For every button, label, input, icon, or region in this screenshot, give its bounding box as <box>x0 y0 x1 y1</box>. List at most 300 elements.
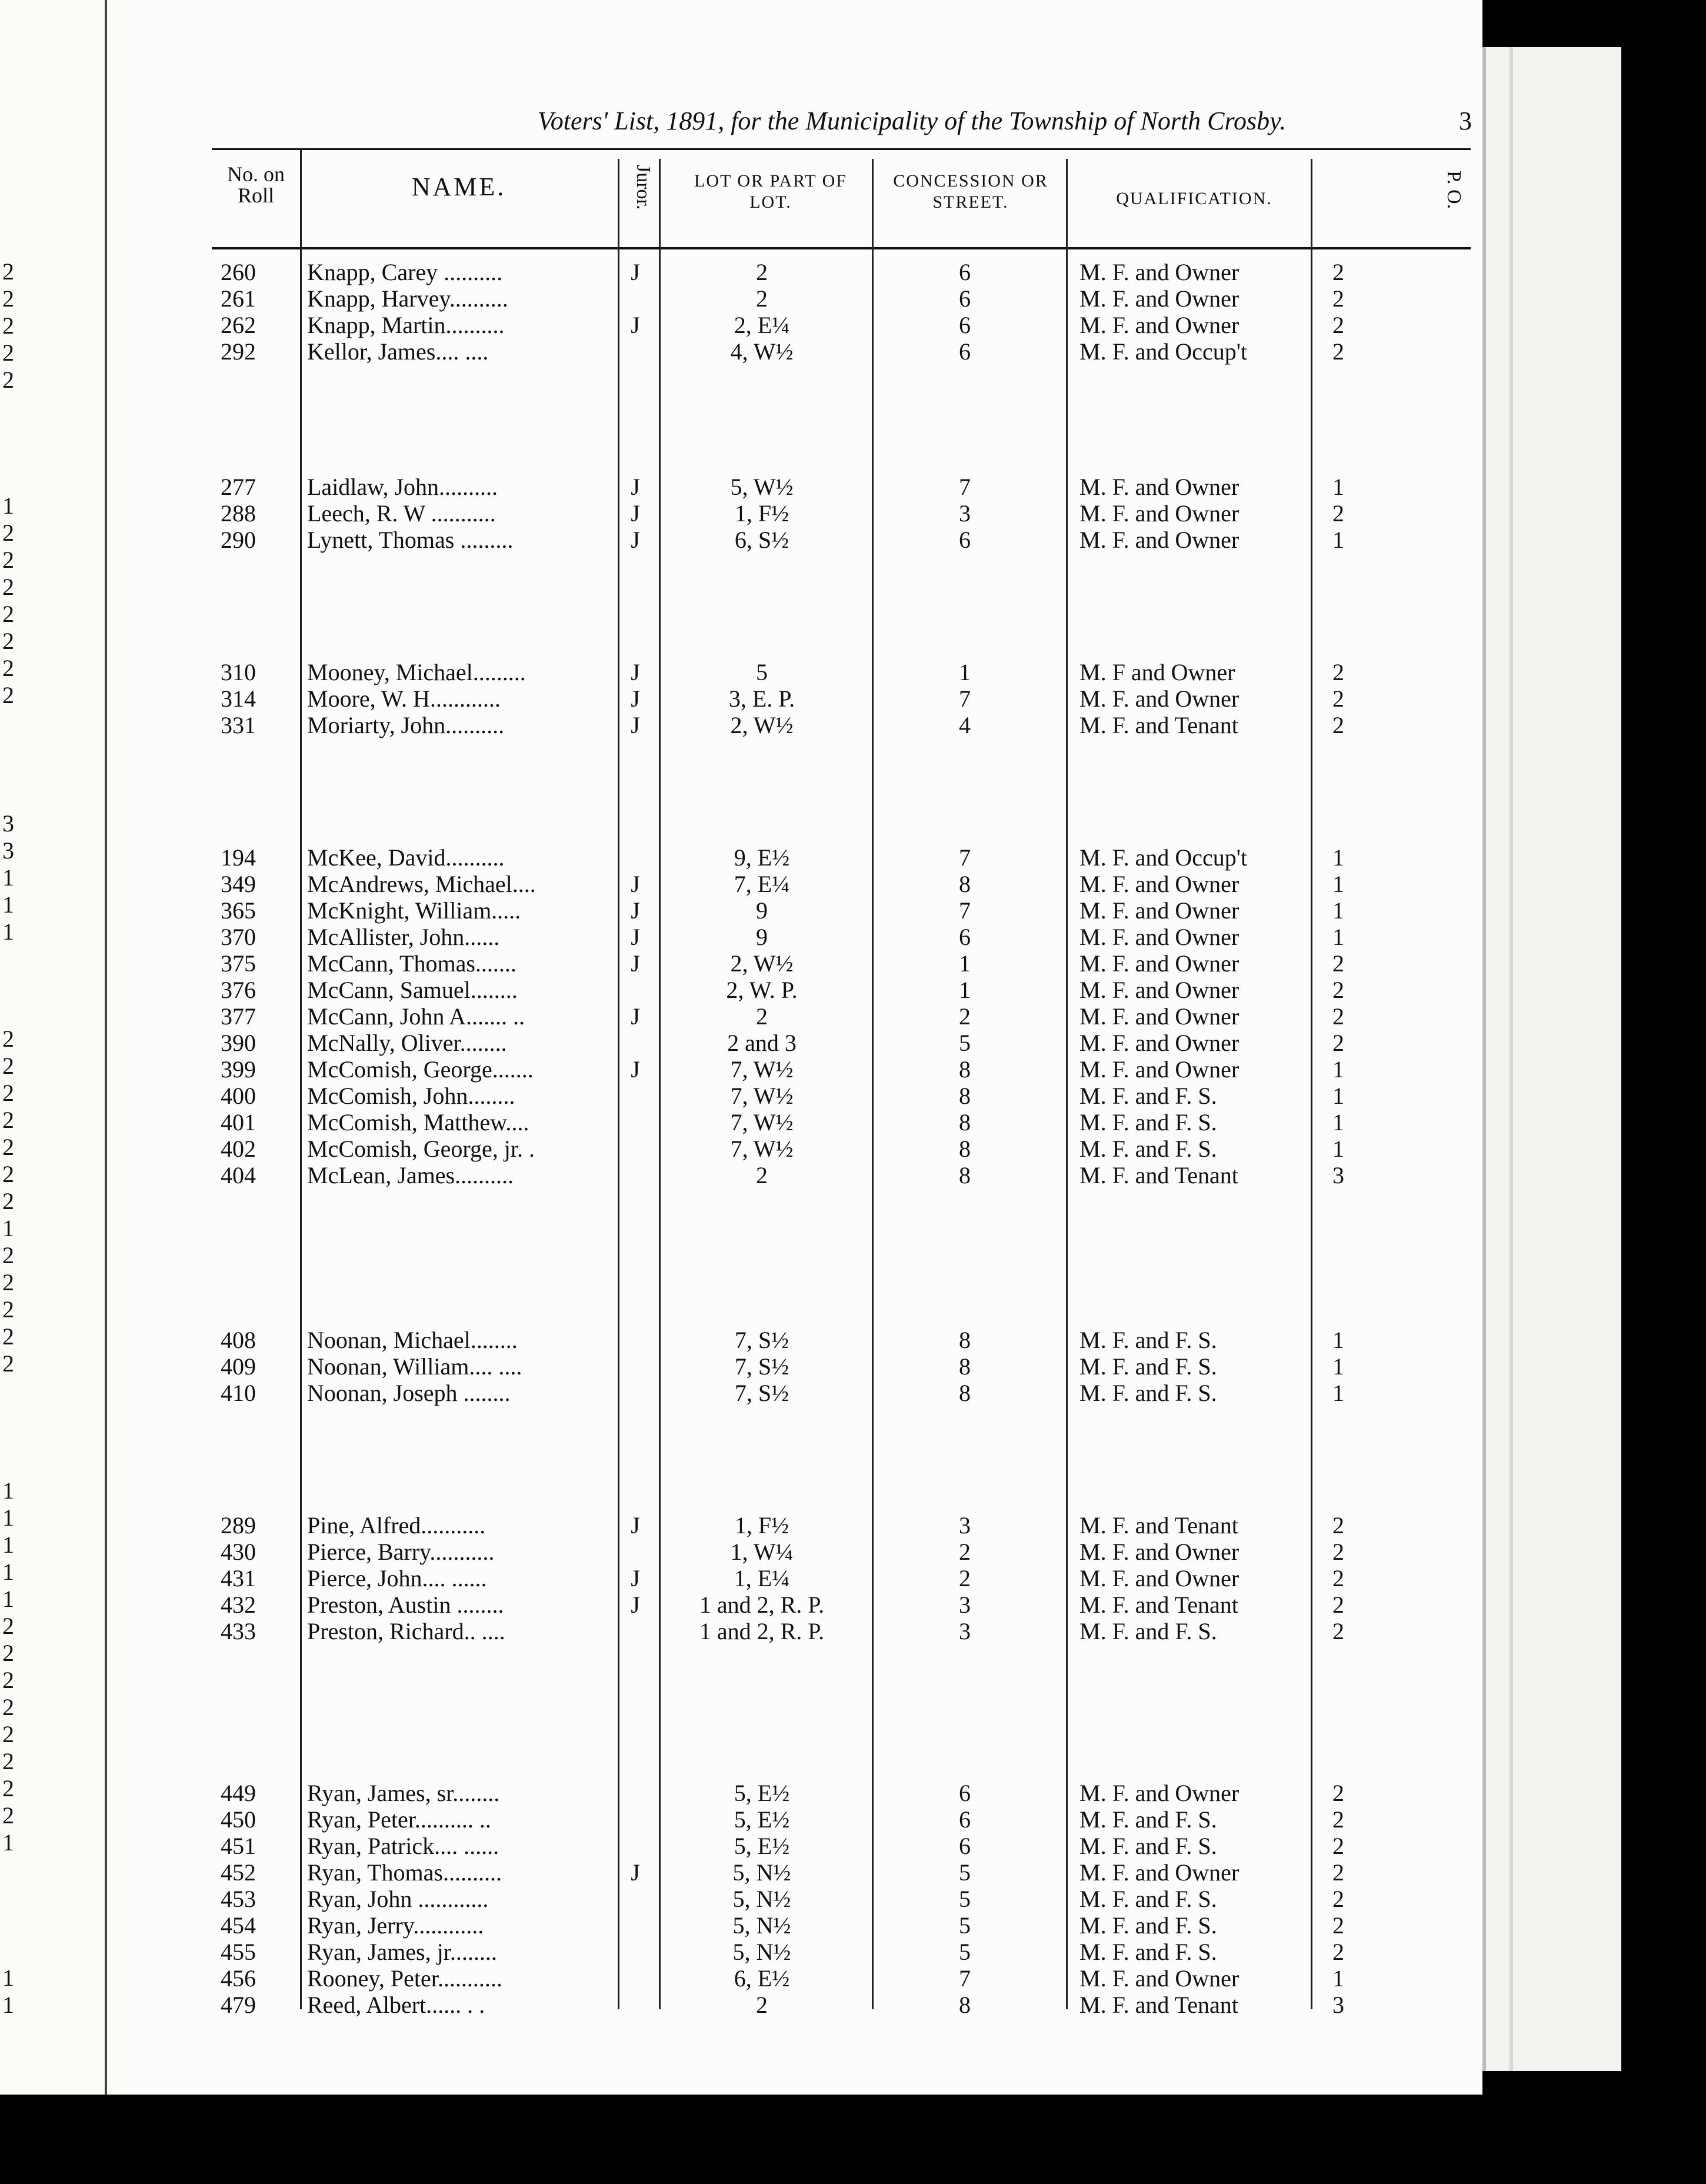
table-row <box>118 1565 1482 1592</box>
post-office: 1 <box>1332 897 1344 924</box>
qualification: M. F. and Owner <box>1079 1965 1239 1992</box>
voter-name: Ryan, John ............ <box>307 1886 489 1912</box>
roll-number: 370 <box>221 924 256 950</box>
qualification: M. F. and Owner <box>1079 871 1239 897</box>
concession: 8 <box>959 871 971 897</box>
concession: 5 <box>959 1859 971 1886</box>
voter-name: McCann, Thomas....... <box>307 950 517 977</box>
voter-name: McNally, Oliver........ <box>307 1030 507 1056</box>
lot-part: 2, W½ <box>730 712 794 738</box>
left-page-po-number: 2 <box>2 520 14 546</box>
left-page-po-number: 2 <box>2 285 14 312</box>
voter-name: Pierce, John.... ...... <box>307 1565 487 1592</box>
juror-mark: J <box>631 897 640 924</box>
table-row <box>118 1912 1482 1939</box>
voter-name: Preston, Richard.. .... <box>307 1618 505 1644</box>
left-page-po-number: 2 <box>2 1026 14 1052</box>
voter-name: Leech, R. W ........... <box>307 500 496 527</box>
post-office: 1 <box>1332 1109 1344 1136</box>
concession: 7 <box>959 1965 971 1992</box>
post-office: 2 <box>1332 1886 1344 1912</box>
qualification: M. F. and F. S. <box>1079 1380 1217 1406</box>
voter-name: McComish, George....... <box>307 1056 534 1083</box>
concession: 8 <box>959 1109 971 1136</box>
post-office: 2 <box>1332 1833 1344 1859</box>
left-page-po-number: 2 <box>2 1296 14 1323</box>
left-page-po-number: 2 <box>2 682 14 708</box>
concession: 6 <box>959 312 971 338</box>
left-page-po-number: 3 <box>2 837 14 864</box>
roll-number: 455 <box>221 1939 256 1965</box>
table-row <box>118 1030 1482 1056</box>
roll-number: 292 <box>221 338 256 365</box>
table-row <box>118 1162 1482 1188</box>
table-row <box>118 950 1482 977</box>
concession: 6 <box>959 338 971 365</box>
table-row <box>118 1136 1482 1162</box>
qualification: M. F. and Owner <box>1079 527 1239 553</box>
voter-name: McComish, John........ <box>307 1083 515 1109</box>
roll-number: 375 <box>221 950 256 977</box>
lot-part: 5, N½ <box>732 1859 791 1886</box>
concession: 3 <box>959 500 971 527</box>
roll-number: 261 <box>221 285 256 312</box>
roll-number: 408 <box>221 1327 256 1353</box>
concession: 4 <box>959 712 971 738</box>
left-page-po-number: 2 <box>2 1323 14 1350</box>
roll-number: 277 <box>221 474 256 500</box>
table-row <box>118 1859 1482 1886</box>
qualification: M. F. and Owner <box>1079 897 1239 924</box>
lot-part: 2 <box>756 1992 768 2018</box>
lot-part: 2, W. P. <box>726 977 798 1003</box>
table-row <box>118 1380 1482 1406</box>
lot-part: 5, N½ <box>732 1912 791 1939</box>
post-office: 2 <box>1332 1618 1344 1644</box>
qualification: M. F and Owner <box>1079 659 1235 685</box>
table-row <box>118 1618 1482 1644</box>
roll-number: 479 <box>221 1992 256 2018</box>
post-office: 1 <box>1332 844 1344 871</box>
page-header: Voters' List, 1891, for the Municipality of the Township of North Crosby. <box>537 106 1287 135</box>
voter-name: Mooney, Michael......... <box>307 659 526 685</box>
concession: 8 <box>959 1083 971 1109</box>
left-page-po-number: 2 <box>2 1107 14 1133</box>
roll-number: 289 <box>221 1512 256 1539</box>
voter-name: McComish, George, jr. . <box>307 1136 535 1162</box>
roll-number: 377 <box>221 1003 256 1030</box>
table-row <box>118 1806 1482 1833</box>
voter-name: Ryan, Jerry............ <box>307 1912 484 1939</box>
post-office: 1 <box>1332 1083 1344 1109</box>
roll-number: 452 <box>221 1859 256 1886</box>
table-row <box>118 527 1482 553</box>
lot-part: 1, F½ <box>734 500 789 527</box>
post-office: 2 <box>1332 1003 1344 1030</box>
qualification: M. F. and Tenant <box>1079 1512 1238 1539</box>
juror-mark: J <box>631 500 640 527</box>
juror-mark: J <box>631 924 640 950</box>
table-row <box>118 500 1482 527</box>
post-office: 2 <box>1332 1939 1344 1965</box>
juror-mark: J <box>631 527 640 553</box>
qualification: M. F. and Tenant <box>1079 1162 1238 1188</box>
post-office: 2 <box>1332 312 1344 338</box>
post-office: 2 <box>1332 712 1344 738</box>
roll-number: 430 <box>221 1539 256 1565</box>
left-page-po-number: 2 <box>2 258 14 285</box>
concession: 3 <box>959 1512 971 1539</box>
roll-number: 410 <box>221 1380 256 1406</box>
table-row <box>118 977 1482 1003</box>
voter-name: Knapp, Harvey.......... <box>307 285 508 312</box>
qualification: M. F. and F. S. <box>1079 1939 1217 1965</box>
post-office: 1 <box>1332 1965 1344 1992</box>
voter-name: Ryan, James, jr........ <box>307 1939 497 1965</box>
lot-part: 5, E½ <box>734 1806 790 1833</box>
left-page-po-number: 2 <box>2 339 14 366</box>
voter-name: Rooney, Peter........... <box>307 1965 502 1992</box>
lot-part: 5, E½ <box>734 1780 790 1806</box>
qualification: M. F. and Owner <box>1079 1859 1239 1886</box>
roll-number: 310 <box>221 659 256 685</box>
left-page-po-number: 1 <box>2 864 14 891</box>
table-row <box>118 1109 1482 1136</box>
juror-mark: J <box>631 474 640 500</box>
table-header-rule <box>212 247 1471 249</box>
left-page-po-number: 2 <box>2 655 14 681</box>
table-row <box>118 259 1482 285</box>
roll-number: 431 <box>221 1565 256 1592</box>
roll-number: 432 <box>221 1592 256 1618</box>
qualification: M. F. and F. S. <box>1079 1886 1217 1912</box>
table-row <box>118 1353 1482 1380</box>
lot-part: 6, S½ <box>734 527 789 553</box>
table-row <box>118 659 1482 685</box>
left-page-po-number: 1 <box>2 1965 14 1991</box>
left-page-po-number: 2 <box>2 1053 14 1079</box>
roll-number: 449 <box>221 1780 256 1806</box>
roll-number: 288 <box>221 500 256 527</box>
qualification: M. F. and F. S. <box>1079 1618 1217 1644</box>
lot-part: 2 <box>756 1162 768 1188</box>
table-row <box>118 1939 1482 1965</box>
lot-part: 1, E¼ <box>734 1565 790 1592</box>
juror-mark: J <box>631 659 640 685</box>
voter-name: McKnight, William..... <box>307 897 521 924</box>
voter-name: McLean, James.......... <box>307 1162 514 1188</box>
post-office: 2 <box>1332 1030 1344 1056</box>
qualification: M. F. and F. S. <box>1079 1806 1217 1833</box>
post-office: 3 <box>1332 1162 1344 1188</box>
post-office: 2 <box>1332 685 1344 712</box>
voter-name: McCann, Samuel........ <box>307 977 518 1003</box>
left-page-strip <box>0 0 118 2095</box>
qualification: M. F. and F. S. <box>1079 1083 1217 1109</box>
qualification: M. F. and Owner <box>1079 1030 1239 1056</box>
post-office: 2 <box>1332 977 1344 1003</box>
lot-part: 7, W½ <box>730 1109 794 1136</box>
voter-name: Kellor, James.... .... <box>307 338 489 365</box>
table-row <box>118 1512 1482 1539</box>
juror-mark: J <box>631 259 640 285</box>
lot-part: 2, W½ <box>730 950 794 977</box>
left-page-po-number: 2 <box>2 1350 14 1377</box>
qualification: M. F. and Tenant <box>1079 1992 1238 2018</box>
post-office: 1 <box>1332 1056 1344 1083</box>
left-page-po-number: 2 <box>2 1640 14 1666</box>
lot-part: 9 <box>756 897 768 924</box>
concession: 6 <box>959 1806 971 1833</box>
qualification: M. F. and Occup't <box>1079 844 1248 871</box>
left-page-po-number: 2 <box>2 1134 14 1160</box>
left-page-po-number: 2 <box>2 1161 14 1187</box>
voters-list-page <box>118 0 1482 2095</box>
left-page-po-number: 2 <box>2 1080 14 1106</box>
table-row <box>118 312 1482 338</box>
lot-part: 2 and 3 <box>727 1030 797 1056</box>
left-page-po-number: 1 <box>2 1532 14 1558</box>
lot-part: 5, W½ <box>730 474 794 500</box>
post-office: 2 <box>1332 1912 1344 1939</box>
post-office: 2 <box>1332 1806 1344 1833</box>
page-fold <box>1510 47 1513 2071</box>
lot-part: 1, F½ <box>734 1512 789 1539</box>
post-office: 2 <box>1332 1512 1344 1539</box>
voter-name: Lynett, Thomas ......... <box>307 527 514 553</box>
lot-part: 5 <box>756 659 768 685</box>
qualification: M. F. and Tenant <box>1079 1592 1238 1618</box>
concession: 8 <box>959 1992 971 2018</box>
left-page-po-number: 1 <box>2 1829 14 1856</box>
roll-number: 453 <box>221 1886 256 1912</box>
voter-name: McCann, John A....... .. <box>307 1003 525 1030</box>
concession: 2 <box>959 1565 971 1592</box>
qualification: M. F. and Owner <box>1079 285 1239 312</box>
left-page-po-number: 2 <box>2 367 14 393</box>
voter-name: Noonan, Joseph ........ <box>307 1380 511 1406</box>
concession: 5 <box>959 1886 971 1912</box>
page-gutter <box>105 0 107 2095</box>
lot-part: 2 <box>756 259 768 285</box>
concession: 7 <box>959 844 971 871</box>
voter-name: McComish, Matthew.... <box>307 1109 529 1136</box>
qualification: M. F. and Owner <box>1079 977 1239 1003</box>
lot-part: 2 <box>756 1003 768 1030</box>
qualification: M. F. and Owner <box>1079 1539 1239 1565</box>
table-row <box>118 1780 1482 1806</box>
concession: 2 <box>959 1539 971 1565</box>
left-page-po-number: 2 <box>2 1775 14 1802</box>
roll-number: 376 <box>221 977 256 1003</box>
roll-number: 260 <box>221 259 256 285</box>
left-page-po-number: 2 <box>2 312 14 339</box>
voter-name: Knapp, Martin.......... <box>307 312 505 338</box>
voter-name: Knapp, Carey .......... <box>307 259 503 285</box>
left-page-po-number: 2 <box>2 1694 14 1720</box>
concession: 1 <box>959 659 971 685</box>
concession: 6 <box>959 259 971 285</box>
roll-number: 390 <box>221 1030 256 1056</box>
qualification: M. F. and Owner <box>1079 1056 1239 1083</box>
lot-part: 7, S½ <box>734 1327 789 1353</box>
juror-mark: J <box>631 1859 640 1886</box>
lot-part: 5, N½ <box>732 1886 791 1912</box>
concession: 5 <box>959 1912 971 1939</box>
concession: 8 <box>959 1353 971 1380</box>
voter-name: Ryan, Peter.......... .. <box>307 1806 491 1833</box>
qualification: M. F. and Occup't <box>1079 338 1248 365</box>
roll-number: 433 <box>221 1618 256 1644</box>
qualification: M. F. and Owner <box>1079 924 1239 950</box>
page-number: 3 <box>1459 106 1472 135</box>
qualification: M. F. and Owner <box>1079 1780 1239 1806</box>
lot-part: 2, E¼ <box>734 312 790 338</box>
post-office: 2 <box>1332 1539 1344 1565</box>
left-page-po-number: 1 <box>2 1504 14 1531</box>
roll-number: 349 <box>221 871 256 897</box>
table-row <box>118 1592 1482 1618</box>
qualification: M. F. and Owner <box>1079 685 1239 712</box>
juror-mark: J <box>631 712 640 738</box>
qualification: M. F. and Owner <box>1079 1003 1239 1030</box>
table-row <box>118 1327 1482 1353</box>
lot-part: 7, W½ <box>730 1136 794 1162</box>
voter-name: Moriarty, John.......... <box>307 712 505 738</box>
qualification: M. F. and Owner <box>1079 259 1239 285</box>
roll-number: 331 <box>221 712 256 738</box>
voter-name: Moore, W. H............ <box>307 685 501 712</box>
juror-mark: J <box>631 1565 640 1592</box>
lot-part: 1 and 2, R. P. <box>699 1592 825 1618</box>
concession: 6 <box>959 1780 971 1806</box>
lot-part: 7, W½ <box>730 1056 794 1083</box>
voter-name: Preston, Austin ........ <box>307 1592 504 1618</box>
concession: 2 <box>959 1003 971 1030</box>
lot-part: 1 and 2, R. P. <box>699 1618 825 1644</box>
qualification: M. F. and F. S. <box>1079 1136 1217 1162</box>
left-page-po-column <box>0 0 35 2095</box>
concession: 8 <box>959 1162 971 1188</box>
lot-part: 1, W¼ <box>730 1539 794 1565</box>
post-office: 1 <box>1332 1136 1344 1162</box>
left-page-po-number: 2 <box>2 547 14 573</box>
left-page-po-number: 2 <box>2 628 14 654</box>
table-row <box>118 1965 1482 1992</box>
post-office: 2 <box>1332 1859 1344 1886</box>
table-row <box>118 844 1482 871</box>
post-office: 2 <box>1332 1780 1344 1806</box>
left-page-po-number: 2 <box>2 1269 14 1296</box>
concession: 7 <box>959 474 971 500</box>
post-office: 1 <box>1332 474 1344 500</box>
left-page-po-number: 1 <box>2 918 14 945</box>
right-page-edge <box>1482 47 1621 2071</box>
left-page-po-number: 1 <box>2 1477 14 1504</box>
left-page-po-number: 1 <box>2 492 14 519</box>
post-office: 1 <box>1332 1327 1344 1353</box>
voter-name: Ryan, Thomas.......... <box>307 1859 502 1886</box>
concession: 6 <box>959 285 971 312</box>
table-row <box>118 1539 1482 1565</box>
left-page-po-number: 2 <box>2 574 14 600</box>
table-row <box>118 1056 1482 1083</box>
lot-part: 5, N½ <box>732 1939 791 1965</box>
concession: 6 <box>959 527 971 553</box>
concession: 7 <box>959 897 971 924</box>
concession: 8 <box>959 1380 971 1406</box>
lot-part: 9, E½ <box>734 844 790 871</box>
concession: 8 <box>959 1056 971 1083</box>
qualification: M. F. and F. S. <box>1079 1353 1217 1380</box>
left-page-po-number: 2 <box>2 1242 14 1269</box>
concession: 5 <box>959 1030 971 1056</box>
left-page-po-number: 3 <box>2 810 14 837</box>
concession: 8 <box>959 1136 971 1162</box>
table-row <box>118 685 1482 712</box>
roll-number: 450 <box>221 1806 256 1833</box>
roll-number: 401 <box>221 1109 256 1136</box>
table-row <box>118 712 1482 738</box>
qualification: M. F. and F. S. <box>1079 1109 1217 1136</box>
left-page-po-number: 1 <box>2 1992 14 2018</box>
left-page-po-number: 1 <box>2 1215 14 1241</box>
qualification: M. F. and F. S. <box>1079 1833 1217 1859</box>
roll-number: 262 <box>221 312 256 338</box>
qualification: M. F. and F. S. <box>1079 1912 1217 1939</box>
concession: 1 <box>959 977 971 1003</box>
roll-number: 365 <box>221 897 256 924</box>
roll-number: 409 <box>221 1353 256 1380</box>
header-name: NAME. <box>411 172 507 201</box>
table-row <box>118 1083 1482 1109</box>
concession: 8 <box>959 1327 971 1353</box>
concession: 6 <box>959 924 971 950</box>
concession: 3 <box>959 1618 971 1644</box>
header-roll: No. on Roll <box>227 162 285 207</box>
post-office: 1 <box>1332 1380 1344 1406</box>
post-office: 2 <box>1332 659 1344 685</box>
header-juror: Juror. <box>632 165 654 210</box>
roll-number: 194 <box>221 844 256 871</box>
qualification: M. F. and Owner <box>1079 950 1239 977</box>
lot-part: 2 <box>756 285 768 312</box>
table-row <box>118 924 1482 950</box>
post-office: 3 <box>1332 1992 1344 2018</box>
table-row <box>118 1886 1482 1912</box>
table-row <box>118 285 1482 312</box>
roll-number: 456 <box>221 1965 256 1992</box>
concession: 6 <box>959 1833 971 1859</box>
lot-part: 7, E¼ <box>734 871 790 897</box>
qualification: M. F. and Tenant <box>1079 712 1238 738</box>
post-office: 2 <box>1332 1592 1344 1618</box>
header-lot: LOT OR PART OF LOT. <box>694 171 847 212</box>
voter-name: Noonan, William.... .... <box>307 1353 522 1380</box>
left-page-po-number: 1 <box>2 1559 14 1585</box>
voter-name: McAndrews, Michael.... <box>307 871 536 897</box>
voter-name: Pierce, Barry........... <box>307 1539 495 1565</box>
lot-part: 7, W½ <box>730 1083 794 1109</box>
roll-number: 399 <box>221 1056 256 1083</box>
roll-number: 402 <box>221 1136 256 1162</box>
voter-name: Reed, Albert...... . . <box>307 1992 485 2018</box>
roll-number: 290 <box>221 527 256 553</box>
left-page-po-number: 2 <box>2 1667 14 1693</box>
post-office: 1 <box>1332 1353 1344 1380</box>
roll-number: 454 <box>221 1912 256 1939</box>
lot-part: 9 <box>756 924 768 950</box>
